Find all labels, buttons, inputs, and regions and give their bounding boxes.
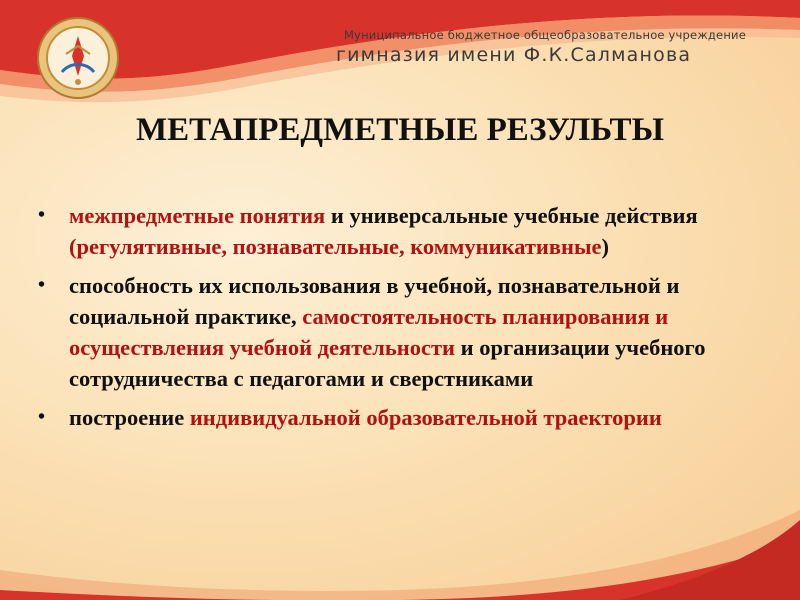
bullet-icon: •	[38, 204, 46, 226]
bullet-segment: способность их использования в учебной, познавательной и социальной практике,	[69, 273, 680, 329]
school-emblem-icon	[36, 16, 120, 100]
bullet-list	[36, 200, 736, 441]
org-name: гимназия имени Ф.К.Салманова	[335, 44, 692, 66]
bullet-item	[36, 270, 736, 394]
bullet-item	[36, 402, 736, 433]
bullet-segment: и организации учебного сотрудничества с педагогами и сверстниками	[69, 335, 706, 391]
slide-title: МЕТАПРЕДМЕТНЫЕ РЕЗУЛЬТЫ	[136, 112, 664, 148]
bullet-segment: )	[601, 234, 610, 259]
organization-header	[336, 28, 746, 66]
bullet-icon: •	[38, 406, 46, 428]
bullet-segment: и универсальные учебные действия	[325, 203, 698, 228]
bullet-icon: •	[38, 274, 46, 296]
bullet-segment: построение	[69, 405, 190, 430]
bullet-item	[36, 200, 736, 262]
org-subtitle: Муниципальное бюджетное общеобразовательное учреждение	[343, 28, 746, 42]
bullet-segment: межпредметные понятия	[69, 203, 326, 228]
bullet-segment: самостоятельность планирования и осуществления учебной деятельности	[69, 304, 669, 360]
bullet-segment: индивидуальной образовательной траектории	[189, 405, 662, 430]
bullet-segment: (регулятивные, познавательные, коммуникативные	[69, 234, 602, 259]
